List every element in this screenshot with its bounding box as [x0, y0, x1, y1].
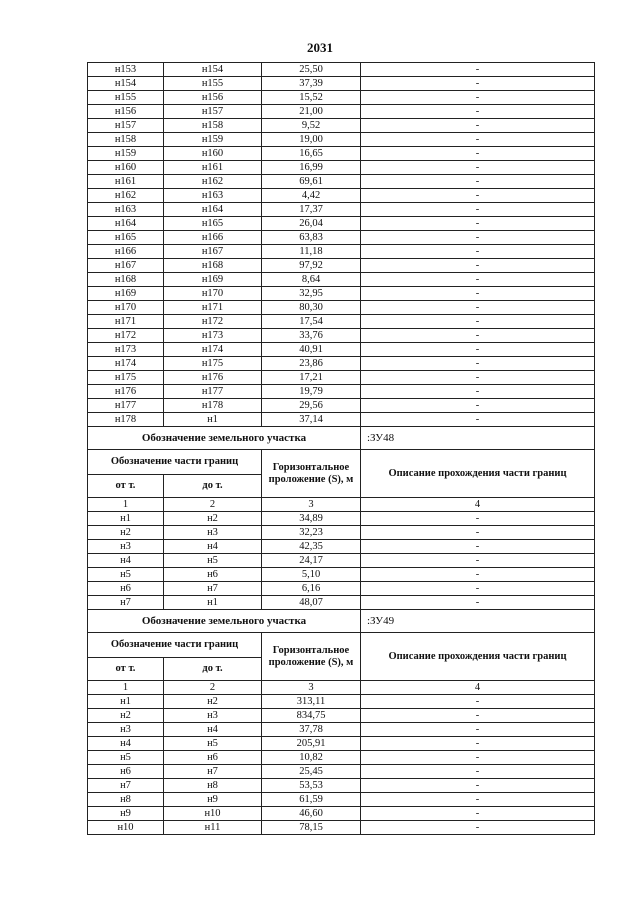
length-cell: 69,61	[262, 175, 361, 189]
block1-header	[88, 427, 595, 512]
from-point-cell: н161	[88, 175, 164, 189]
to-point-cell: н171	[164, 301, 262, 315]
description-cell: -	[361, 259, 595, 273]
to-point-cell: н178	[164, 399, 262, 413]
description-cell: -	[361, 175, 595, 189]
length-header: Горизонтальное проложение (S), м	[262, 633, 361, 681]
description-cell: -	[361, 203, 595, 217]
from-point-cell: н153	[88, 63, 164, 77]
to-point-cell: н168	[164, 259, 262, 273]
to-point-cell: н154	[164, 63, 262, 77]
block2-rows	[88, 695, 595, 835]
description-cell: -	[361, 737, 595, 751]
from-point-cell: н173	[88, 343, 164, 357]
from-point-cell: н167	[88, 259, 164, 273]
table-row	[88, 695, 595, 709]
from-point-cell: н165	[88, 231, 164, 245]
length-cell: 61,59	[262, 793, 361, 807]
length-cell: 15,52	[262, 91, 361, 105]
table-row	[88, 709, 595, 723]
table-row	[88, 751, 595, 765]
from-point-cell: н5	[88, 568, 164, 582]
length-cell: 32,23	[262, 526, 361, 540]
to-point-cell: н170	[164, 287, 262, 301]
from-point-cell: н3	[88, 540, 164, 554]
length-cell: 37,39	[262, 77, 361, 91]
length-cell: 11,18	[262, 245, 361, 259]
table-row	[88, 77, 595, 91]
description-cell: -	[361, 189, 595, 203]
length-cell: 21,00	[262, 105, 361, 119]
table-row	[88, 413, 595, 427]
to-point-cell: н11	[164, 821, 262, 835]
description-cell: -	[361, 582, 595, 596]
description-cell: -	[361, 568, 595, 582]
from-header: от т.	[88, 475, 164, 498]
description-cell: -	[361, 413, 595, 427]
to-point-cell: н3	[164, 526, 262, 540]
table-row	[88, 512, 595, 526]
description-cell: -	[361, 217, 595, 231]
length-cell: 97,92	[262, 259, 361, 273]
to-point-cell: н5	[164, 554, 262, 568]
description-header: Описание прохождения части границ	[361, 450, 595, 498]
part-label-header: Обозначение части границ	[88, 450, 262, 475]
description-cell: -	[361, 147, 595, 161]
length-cell: 16,99	[262, 161, 361, 175]
col-index-3: 3	[262, 498, 361, 512]
from-point-cell: н7	[88, 779, 164, 793]
table-row	[88, 287, 595, 301]
to-point-cell: н5	[164, 737, 262, 751]
length-cell: 80,30	[262, 301, 361, 315]
table-row	[88, 737, 595, 751]
plot-label: Обозначение земельного участка	[88, 427, 361, 450]
table-row	[88, 133, 595, 147]
from-point-cell: н154	[88, 77, 164, 91]
page-number: 2031	[307, 40, 333, 55]
length-cell: 48,07	[262, 596, 361, 610]
length-cell: 34,89	[262, 512, 361, 526]
length-cell: 19,00	[262, 133, 361, 147]
part-label-header: Обозначение части границ	[88, 633, 262, 658]
table-row	[88, 203, 595, 217]
to-point-cell: н6	[164, 751, 262, 765]
table-row	[88, 821, 595, 835]
from-point-cell: н1	[88, 695, 164, 709]
description-cell: -	[361, 399, 595, 413]
to-point-cell: н9	[164, 793, 262, 807]
description-cell: -	[361, 765, 595, 779]
length-cell: 19,79	[262, 385, 361, 399]
table-row	[88, 217, 595, 231]
table-row	[88, 315, 595, 329]
from-point-cell: н166	[88, 245, 164, 259]
table-row	[88, 329, 595, 343]
to-point-cell: н2	[164, 512, 262, 526]
description-cell: -	[361, 63, 595, 77]
length-cell: 17,37	[262, 203, 361, 217]
from-point-cell: н156	[88, 105, 164, 119]
to-point-cell: н175	[164, 357, 262, 371]
to-point-cell: н10	[164, 807, 262, 821]
from-point-cell: н10	[88, 821, 164, 835]
table-row	[88, 161, 595, 175]
to-point-cell: н173	[164, 329, 262, 343]
length-cell: 6,16	[262, 582, 361, 596]
table-row	[88, 554, 595, 568]
description-cell: -	[361, 301, 595, 315]
from-point-cell: н164	[88, 217, 164, 231]
table-row	[88, 793, 595, 807]
length-cell: 63,83	[262, 231, 361, 245]
to-point-cell: н167	[164, 245, 262, 259]
from-point-cell: н178	[88, 413, 164, 427]
description-cell: -	[361, 554, 595, 568]
from-point-cell: н6	[88, 765, 164, 779]
from-point-cell: н5	[88, 751, 164, 765]
to-point-cell: н1	[164, 596, 262, 610]
length-cell: 8,64	[262, 273, 361, 287]
description-cell: -	[361, 526, 595, 540]
length-cell: 4,42	[262, 189, 361, 203]
to-point-cell: н156	[164, 91, 262, 105]
length-cell: 37,14	[262, 413, 361, 427]
to-point-cell: н6	[164, 568, 262, 582]
col-index-2: 2	[164, 498, 262, 512]
block1-rows	[88, 512, 595, 610]
description-cell: -	[361, 231, 595, 245]
description-cell: -	[361, 343, 595, 357]
length-cell: 26,04	[262, 217, 361, 231]
to-point-cell: н165	[164, 217, 262, 231]
to-point-cell: н160	[164, 147, 262, 161]
length-cell: 53,53	[262, 779, 361, 793]
table-row	[88, 119, 595, 133]
table-row	[88, 63, 595, 77]
description-cell: -	[361, 357, 595, 371]
description-cell: -	[361, 371, 595, 385]
length-cell: 17,54	[262, 315, 361, 329]
table-row	[88, 175, 595, 189]
table-row	[88, 259, 595, 273]
from-point-cell: н168	[88, 273, 164, 287]
plot-code-zu49: :ЗУ49	[361, 610, 595, 633]
from-point-cell: н158	[88, 133, 164, 147]
table-row	[88, 779, 595, 793]
to-point-cell: н1	[164, 413, 262, 427]
description-cell: -	[361, 329, 595, 343]
from-point-cell: н162	[88, 189, 164, 203]
description-cell: -	[361, 821, 595, 835]
table-row	[88, 147, 595, 161]
table-row	[88, 385, 595, 399]
description-cell: -	[361, 723, 595, 737]
from-point-cell: н169	[88, 287, 164, 301]
description-cell: -	[361, 287, 595, 301]
from-point-cell: н9	[88, 807, 164, 821]
from-point-cell: н176	[88, 385, 164, 399]
table-row	[88, 568, 595, 582]
description-cell: -	[361, 133, 595, 147]
from-point-cell: н160	[88, 161, 164, 175]
length-cell: 42,35	[262, 540, 361, 554]
description-cell: -	[361, 245, 595, 259]
table-row	[88, 807, 595, 821]
to-point-cell: н3	[164, 709, 262, 723]
table-row	[88, 273, 595, 287]
length-cell: 25,50	[262, 63, 361, 77]
table-row	[88, 189, 595, 203]
from-point-cell: н4	[88, 737, 164, 751]
description-cell: -	[361, 273, 595, 287]
length-cell: 5,10	[262, 568, 361, 582]
from-point-cell: н1	[88, 512, 164, 526]
table-row	[88, 765, 595, 779]
to-point-cell: н166	[164, 231, 262, 245]
length-cell: 78,15	[262, 821, 361, 835]
from-point-cell: н171	[88, 315, 164, 329]
plot-label: Обозначение земельного участка	[88, 610, 361, 633]
to-point-cell: н163	[164, 189, 262, 203]
table-row	[88, 540, 595, 554]
from-point-cell: н175	[88, 371, 164, 385]
table-row	[88, 91, 595, 105]
from-point-cell: н3	[88, 723, 164, 737]
block0-rows	[88, 63, 595, 427]
description-cell: -	[361, 779, 595, 793]
to-point-cell: н159	[164, 133, 262, 147]
to-point-cell: н155	[164, 77, 262, 91]
table-row	[88, 723, 595, 737]
length-cell: 313,11	[262, 695, 361, 709]
to-point-cell: н161	[164, 161, 262, 175]
from-point-cell: н177	[88, 399, 164, 413]
description-cell: -	[361, 793, 595, 807]
boundary-table	[87, 62, 595, 835]
from-point-cell: н174	[88, 357, 164, 371]
table-row	[88, 301, 595, 315]
to-point-cell: н174	[164, 343, 262, 357]
description-cell: -	[361, 315, 595, 329]
to-header: до т.	[164, 658, 262, 681]
length-cell: 29,56	[262, 399, 361, 413]
to-header: до т.	[164, 475, 262, 498]
plot-code-zu48: :ЗУ48	[361, 427, 595, 450]
description-cell: -	[361, 540, 595, 554]
from-point-cell: н2	[88, 526, 164, 540]
table-row	[88, 357, 595, 371]
from-point-cell: н170	[88, 301, 164, 315]
description-cell: -	[361, 751, 595, 765]
to-point-cell: н172	[164, 315, 262, 329]
block2-header	[88, 610, 595, 695]
from-point-cell: н172	[88, 329, 164, 343]
length-cell: 23,86	[262, 357, 361, 371]
from-point-cell: н157	[88, 119, 164, 133]
table-row	[88, 343, 595, 357]
description-cell: -	[361, 709, 595, 723]
from-point-cell: н155	[88, 91, 164, 105]
col-index-3: 3	[262, 681, 361, 695]
length-cell: 24,17	[262, 554, 361, 568]
col-index-4: 4	[361, 498, 595, 512]
col-index-1: 1	[88, 498, 164, 512]
length-cell: 205,91	[262, 737, 361, 751]
table-row	[88, 596, 595, 610]
to-point-cell: н4	[164, 723, 262, 737]
length-header: Горизонтальное проложение (S), м	[262, 450, 361, 498]
to-point-cell: н164	[164, 203, 262, 217]
description-cell: -	[361, 91, 595, 105]
description-header: Описание прохождения части границ	[361, 633, 595, 681]
table-row	[88, 526, 595, 540]
length-cell: 16,65	[262, 147, 361, 161]
to-point-cell: н4	[164, 540, 262, 554]
table-row	[88, 231, 595, 245]
length-cell: 40,91	[262, 343, 361, 357]
to-point-cell: н2	[164, 695, 262, 709]
from-header: от т.	[88, 658, 164, 681]
length-cell: 25,45	[262, 765, 361, 779]
table-row	[88, 582, 595, 596]
to-point-cell: н162	[164, 175, 262, 189]
length-cell: 17,21	[262, 371, 361, 385]
table-row	[88, 105, 595, 119]
description-cell: -	[361, 105, 595, 119]
to-point-cell: н176	[164, 371, 262, 385]
length-cell: 32,95	[262, 287, 361, 301]
to-point-cell: н177	[164, 385, 262, 399]
to-point-cell: н157	[164, 105, 262, 119]
table-row	[88, 371, 595, 385]
col-index-2: 2	[164, 681, 262, 695]
from-point-cell: н6	[88, 582, 164, 596]
from-point-cell: н8	[88, 793, 164, 807]
table-row	[88, 245, 595, 259]
description-cell: -	[361, 77, 595, 91]
from-point-cell: н7	[88, 596, 164, 610]
description-cell: -	[361, 807, 595, 821]
col-index-1: 1	[88, 681, 164, 695]
length-cell: 10,82	[262, 751, 361, 765]
to-point-cell: н169	[164, 273, 262, 287]
to-point-cell: н7	[164, 765, 262, 779]
to-point-cell: н7	[164, 582, 262, 596]
from-point-cell: н159	[88, 147, 164, 161]
description-cell: -	[361, 119, 595, 133]
description-cell: -	[361, 695, 595, 709]
to-point-cell: н158	[164, 119, 262, 133]
description-cell: -	[361, 161, 595, 175]
to-point-cell: н8	[164, 779, 262, 793]
length-cell: 9,52	[262, 119, 361, 133]
description-cell: -	[361, 512, 595, 526]
col-index-4: 4	[361, 681, 595, 695]
from-point-cell: н4	[88, 554, 164, 568]
length-cell: 33,76	[262, 329, 361, 343]
length-cell: 834,75	[262, 709, 361, 723]
from-point-cell: н163	[88, 203, 164, 217]
description-cell: -	[361, 385, 595, 399]
length-cell: 46,60	[262, 807, 361, 821]
length-cell: 37,78	[262, 723, 361, 737]
table-row	[88, 399, 595, 413]
description-cell: -	[361, 596, 595, 610]
from-point-cell: н2	[88, 709, 164, 723]
